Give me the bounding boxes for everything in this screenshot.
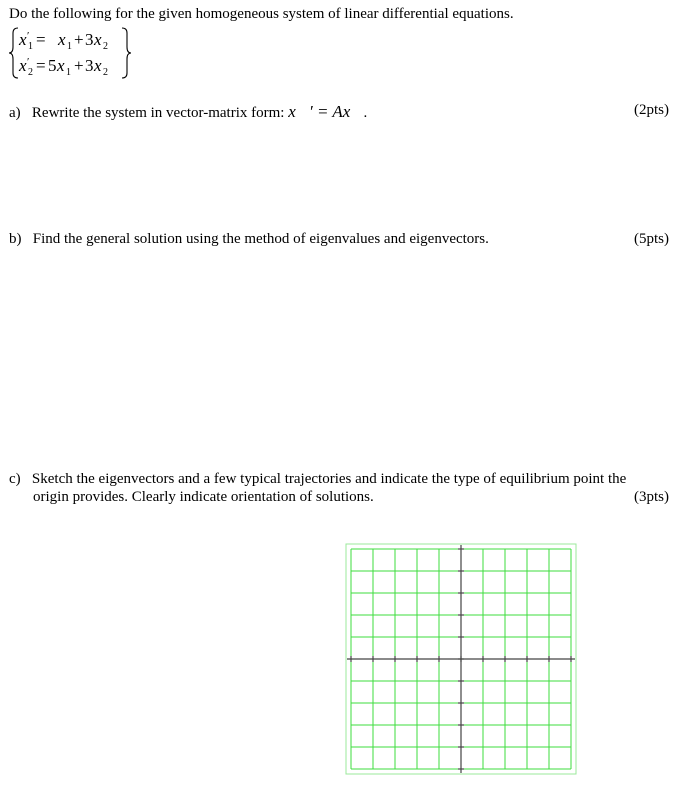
eq2-lhs: x bbox=[19, 56, 27, 75]
part-b-text: Find the general solution using the method of eigenvalues and eigenvectors. bbox=[32, 231, 489, 247]
part-b-points: (5pts) bbox=[634, 231, 669, 247]
eq1-t2: x bbox=[94, 30, 102, 49]
eq2-t1-coef: 5 bbox=[48, 56, 57, 75]
part-a-end: . bbox=[363, 105, 368, 121]
eq1-t1: x bbox=[58, 30, 66, 49]
part-c-label: c) bbox=[9, 471, 21, 487]
eq2-t2: x bbox=[94, 56, 102, 75]
eq1-t2-coef: 3 bbox=[85, 30, 94, 49]
part-c-text-line2: origin provides. Clearly indicate orientation of solutions. bbox=[33, 489, 374, 505]
eq1-t2-sub: 2 bbox=[103, 41, 108, 52]
equation-system bbox=[8, 26, 138, 80]
right-brace bbox=[122, 28, 131, 78]
part-a-formula: x⃗′ = Ax⃗ bbox=[288, 102, 364, 121]
eq2-t1: x bbox=[57, 56, 65, 75]
eq1-plus: + bbox=[74, 30, 84, 49]
part-c-points: (3pts) bbox=[634, 489, 669, 505]
eq2-equals: = bbox=[36, 56, 46, 75]
eq1-equals: = bbox=[36, 30, 46, 49]
part-a-label: a) bbox=[9, 105, 21, 121]
eq2-lhs-sub: 2 bbox=[28, 67, 33, 78]
part-a bbox=[9, 102, 367, 122]
part-b bbox=[9, 231, 489, 248]
eq2-t2-sub: 2 bbox=[103, 67, 108, 78]
eq2-lhs-prime: ′ bbox=[27, 56, 30, 68]
graph-grid bbox=[345, 543, 577, 775]
eq1-lhs-sub: 1 bbox=[28, 41, 33, 52]
part-c bbox=[9, 471, 626, 488]
eq2-t2-coef: 3 bbox=[85, 56, 94, 75]
part-b-label: b) bbox=[9, 231, 22, 247]
eq1-lhs: x bbox=[19, 30, 27, 49]
problem-intro: Do the following for the given homogeneous system of linear differential equations. bbox=[9, 6, 514, 22]
left-brace bbox=[9, 28, 18, 78]
part-a-points: (2pts) bbox=[634, 102, 669, 118]
part-c-text-line1: Sketch the eigenvectors and a few typical trajectories and indicate the type of equilibrium point the bbox=[31, 471, 627, 487]
eq1-t1-sub: 1 bbox=[67, 41, 72, 52]
eq2-t1-sub: 1 bbox=[66, 67, 71, 78]
eq2-plus: + bbox=[74, 56, 84, 75]
part-a-text: Rewrite the system in vector-matrix form: bbox=[31, 105, 285, 121]
eq1-lhs-prime: ′ bbox=[27, 30, 30, 42]
